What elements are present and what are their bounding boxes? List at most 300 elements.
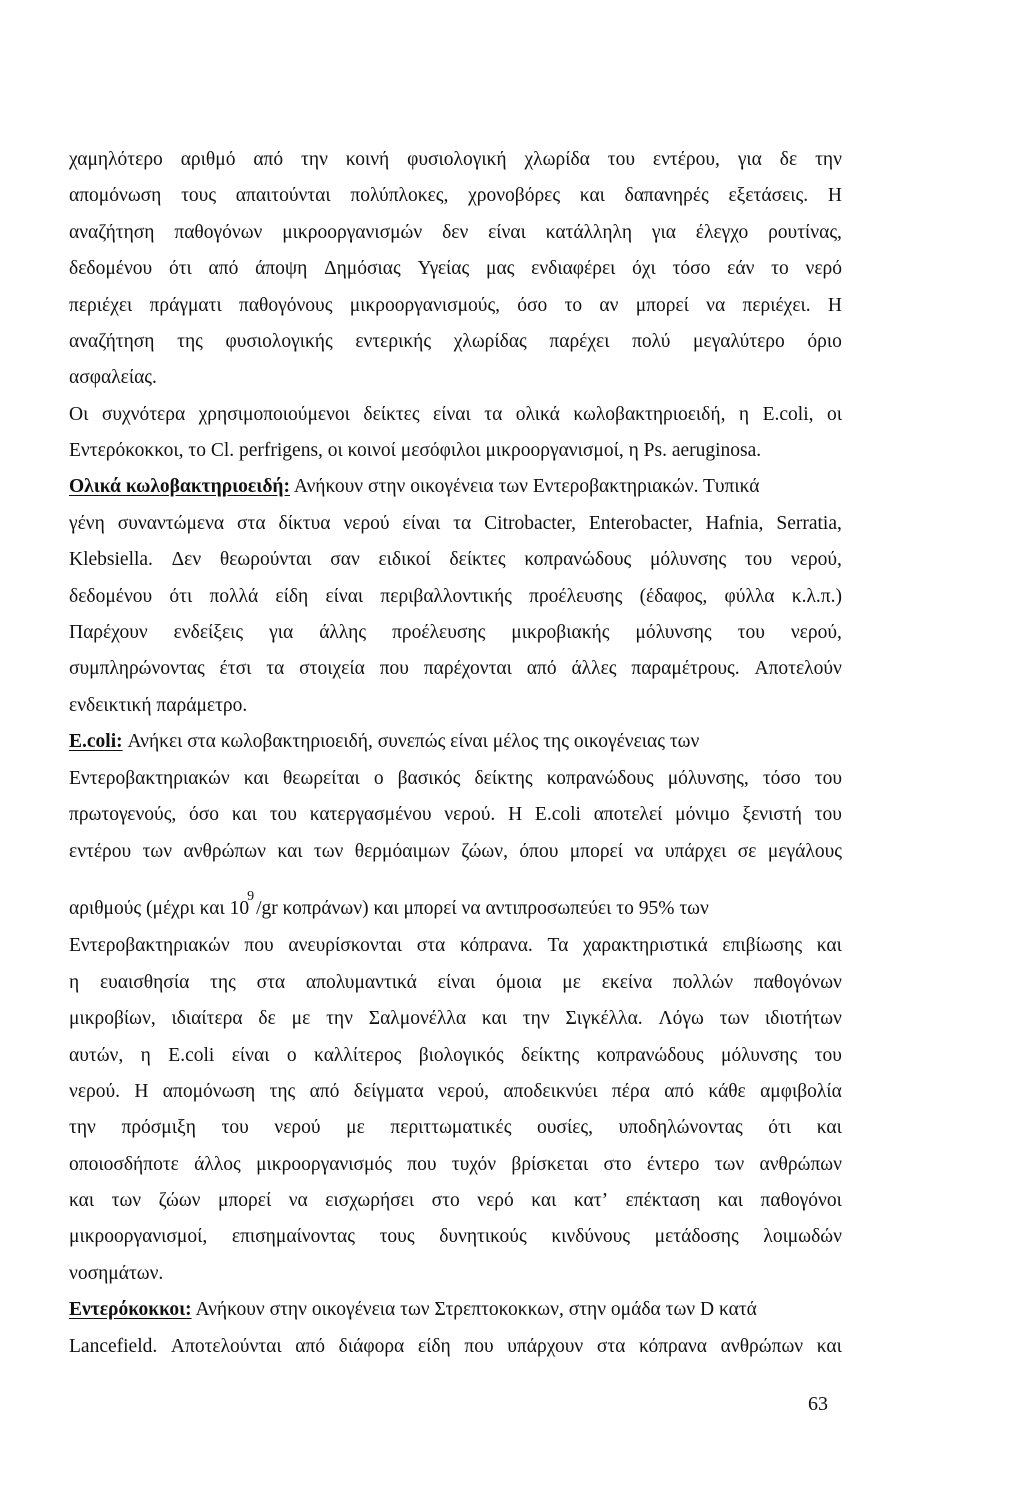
word: και bbox=[481, 1008, 507, 1029]
word: τόσο bbox=[672, 258, 711, 279]
word: στο bbox=[603, 1154, 632, 1175]
word: στα bbox=[596, 1336, 626, 1357]
word: το bbox=[564, 295, 583, 316]
word: ο bbox=[286, 1045, 297, 1066]
text-span: Ανήκουν στην οικογένεια των Στρεπτοκοκκων, στην ομάδα των D κατά bbox=[195, 1299, 757, 1320]
word: χρησιμοποιούμενοι bbox=[198, 404, 350, 425]
word: μόλυνσης bbox=[649, 549, 727, 570]
word: θεωρείται bbox=[282, 768, 360, 789]
word: πολύπλοκες, bbox=[350, 185, 449, 206]
word: και bbox=[816, 1117, 842, 1138]
word: εάν bbox=[727, 258, 755, 279]
word: από bbox=[253, 149, 284, 170]
word: Αποτελούνται bbox=[170, 1336, 282, 1357]
word: περιττωματικές bbox=[390, 1117, 512, 1138]
word: νερού bbox=[343, 513, 390, 534]
word: περιβαλλοντικής bbox=[380, 586, 512, 607]
word: ζώων, bbox=[461, 841, 508, 862]
word: δε bbox=[779, 149, 798, 170]
word: η bbox=[738, 404, 750, 425]
word: παθογόνους bbox=[238, 295, 333, 316]
word: ενδείξεις bbox=[173, 622, 244, 643]
word: είναι bbox=[488, 222, 526, 243]
word: σε bbox=[737, 841, 757, 862]
word: κατεργασμένου bbox=[309, 804, 432, 825]
word: και bbox=[243, 768, 269, 789]
text-line bbox=[69, 221, 842, 245]
word: κόπρανα. bbox=[459, 935, 533, 956]
word: Lancefield. bbox=[69, 1336, 158, 1357]
word: των bbox=[111, 1190, 142, 1211]
paragraph-heading-line bbox=[69, 475, 842, 499]
word: στο bbox=[431, 1190, 460, 1211]
word: όμοια bbox=[496, 972, 542, 993]
word: της bbox=[177, 331, 203, 352]
word: χαρακτηριστικά bbox=[582, 935, 708, 956]
word: χαμηλότερο bbox=[69, 149, 163, 170]
word: εκείνα bbox=[601, 972, 653, 993]
word: Δημόσιας bbox=[324, 258, 401, 279]
word: και bbox=[717, 1190, 744, 1211]
word: εντέρου bbox=[69, 841, 132, 862]
word: και bbox=[816, 1336, 842, 1357]
word: επισημαίνοντας bbox=[231, 1226, 355, 1247]
word: κωλοβακτηριοειδή, bbox=[573, 404, 726, 425]
word: νερού, bbox=[438, 1081, 490, 1102]
word: Hafnia, bbox=[705, 513, 764, 534]
word: οποιοσδήποτε bbox=[69, 1154, 179, 1175]
word: Υγείας bbox=[417, 258, 470, 279]
text-line bbox=[69, 1189, 842, 1213]
word: χρονοβόρες bbox=[468, 185, 561, 206]
paragraph-heading-line bbox=[69, 1298, 842, 1322]
word: μικροοργανισμών bbox=[282, 222, 423, 243]
text-line bbox=[69, 840, 842, 864]
word: του bbox=[269, 804, 297, 825]
word: τους bbox=[181, 185, 217, 206]
word: άλλος bbox=[194, 1154, 241, 1175]
word: είναι bbox=[231, 1045, 270, 1066]
word: όπου bbox=[519, 841, 559, 862]
word: επιβίωσης bbox=[722, 935, 803, 956]
word: για bbox=[269, 622, 294, 643]
word: σαν bbox=[330, 549, 360, 570]
word: πέρα bbox=[611, 1081, 650, 1102]
word: αριθμό bbox=[180, 149, 236, 170]
word: υποδηλώνοντας bbox=[618, 1117, 743, 1138]
word: την bbox=[301, 149, 328, 170]
word: για bbox=[651, 222, 676, 243]
text-line bbox=[69, 330, 842, 354]
word: αναζήτηση bbox=[69, 222, 155, 243]
word: δεν bbox=[442, 222, 469, 243]
text-span: Ανήκει στα κωλοβακτηριοειδή, συνεπώς είναι μέλος της οικογένειας των bbox=[127, 731, 700, 752]
section-heading-enterococci: Εντερόκοκκοι: bbox=[69, 1299, 192, 1320]
word: παραμέτρους. bbox=[631, 658, 740, 679]
text-line: ενδεικτική παράμετρο. bbox=[69, 695, 248, 716]
word: Σιγκέλλα. bbox=[565, 1008, 643, 1029]
word: θεωρούνται bbox=[219, 549, 312, 570]
word: Klebsiella. bbox=[69, 549, 153, 570]
word: ανθρώπων bbox=[720, 1336, 804, 1357]
word: χλωρίδας bbox=[453, 331, 527, 352]
word: από bbox=[295, 1336, 326, 1357]
text-line bbox=[69, 1044, 842, 1068]
word: και bbox=[69, 1190, 95, 1211]
text-line bbox=[69, 294, 842, 318]
text-line-with-exponent bbox=[69, 889, 842, 923]
word: η bbox=[140, 1045, 151, 1066]
word: Enterobacter, bbox=[588, 513, 693, 534]
word: του bbox=[814, 768, 842, 789]
text-line bbox=[69, 934, 842, 958]
word: μικροοργανισμοί, bbox=[69, 1226, 208, 1247]
word: Η bbox=[827, 185, 842, 206]
word: παρέχονται bbox=[423, 658, 512, 679]
word: πολλά bbox=[209, 586, 259, 607]
word: την bbox=[815, 149, 842, 170]
word: ειδικοί bbox=[378, 549, 431, 570]
word: στα bbox=[237, 513, 266, 534]
word: Αποτελούν bbox=[754, 658, 842, 679]
word: κατάλληλη bbox=[545, 222, 633, 243]
word: νερό bbox=[805, 258, 842, 279]
word: των bbox=[719, 1008, 750, 1029]
word: το bbox=[771, 258, 789, 279]
text-line bbox=[69, 585, 842, 609]
word: Εντεροβακτηριακών bbox=[69, 935, 230, 956]
word: ολικά bbox=[515, 404, 560, 425]
word: κατ’ bbox=[573, 1190, 609, 1211]
word: Δεν bbox=[171, 549, 202, 570]
word: που bbox=[379, 658, 409, 679]
word: συναντώμενα bbox=[117, 513, 225, 534]
word: είναι bbox=[402, 513, 441, 534]
word: ότι bbox=[169, 586, 193, 607]
word: Παρέχουν bbox=[69, 622, 148, 643]
word: κάθε bbox=[708, 1081, 746, 1102]
word: μικροβίων, bbox=[69, 1008, 156, 1029]
word: είδη bbox=[417, 1336, 451, 1357]
word: καλλίτερος bbox=[314, 1045, 402, 1066]
word: αυτών, bbox=[69, 1045, 124, 1066]
text-line bbox=[69, 971, 842, 995]
word: διάφορα bbox=[338, 1336, 405, 1357]
word: πρωτογενούς, bbox=[69, 804, 177, 825]
word: του bbox=[814, 1045, 842, 1066]
word: όσο bbox=[517, 295, 548, 316]
word: (έδαφος, bbox=[639, 586, 708, 607]
word: άποψη bbox=[255, 258, 308, 279]
word: δαπανηρές bbox=[624, 185, 709, 206]
word: Τα bbox=[547, 935, 569, 956]
word: Η bbox=[508, 804, 523, 825]
word: έντερο bbox=[646, 1154, 700, 1175]
word: τα bbox=[266, 658, 285, 679]
word: δεδομένου bbox=[69, 586, 153, 607]
word: παθογόνοι bbox=[760, 1190, 842, 1211]
text-span: /gr κοπράνων) και μπορεί να αντιπροσωπεύει το 95% των bbox=[256, 898, 709, 919]
word: και bbox=[231, 804, 257, 825]
word: είναι bbox=[437, 972, 476, 993]
text-line bbox=[69, 403, 842, 427]
word: αν bbox=[599, 295, 619, 316]
word: ρουτίνας, bbox=[768, 222, 842, 243]
word: νερού. bbox=[444, 804, 496, 825]
word: όριο bbox=[807, 331, 842, 352]
word: δυνητικούς bbox=[439, 1226, 527, 1247]
word: πολύ bbox=[632, 331, 671, 352]
word: μπορεί bbox=[217, 1190, 272, 1211]
word: του bbox=[607, 149, 635, 170]
word: βρίσκεται bbox=[511, 1154, 589, 1175]
word: να bbox=[706, 295, 726, 316]
word: από bbox=[664, 1081, 695, 1102]
text-line bbox=[69, 621, 842, 645]
text-line: ασφαλείας. bbox=[69, 367, 157, 388]
word: δείκτης bbox=[474, 768, 533, 789]
word: να bbox=[634, 841, 654, 862]
word: των bbox=[313, 841, 344, 862]
word: με bbox=[562, 972, 581, 993]
word: παθογόνων bbox=[753, 972, 842, 993]
text-span: αριθμούς (μέχρι και 10 bbox=[69, 898, 250, 919]
word: ουσίες, bbox=[537, 1117, 593, 1138]
word: παθογόνων bbox=[174, 222, 263, 243]
word: με bbox=[346, 1117, 365, 1138]
word: ιδιαίτερα bbox=[171, 1008, 243, 1029]
word: των bbox=[142, 841, 173, 862]
word: απομόνωση bbox=[162, 1081, 256, 1102]
word: η bbox=[69, 972, 80, 993]
word: των bbox=[714, 1154, 745, 1175]
word: νερού bbox=[274, 1117, 321, 1138]
word: μπορεί bbox=[569, 841, 623, 862]
text-line bbox=[69, 657, 842, 681]
word: προέλευσης bbox=[392, 622, 486, 643]
word: ανθρώπων bbox=[183, 841, 266, 862]
text-line bbox=[69, 1225, 842, 1249]
word: και bbox=[579, 185, 605, 206]
word: νερού, bbox=[790, 549, 842, 570]
section-heading-coliforms: Ολικά κωλοβακτηριοειδή: bbox=[69, 476, 291, 497]
word: Οι bbox=[69, 404, 89, 425]
word: είναι bbox=[325, 586, 364, 607]
word: με bbox=[291, 1008, 311, 1029]
word: επέκταση bbox=[625, 1190, 701, 1211]
word: όσο bbox=[189, 804, 220, 825]
word: μεγαλύτερο bbox=[693, 331, 785, 352]
word: θερμόαιμων bbox=[354, 841, 450, 862]
word: φυσιολογικής bbox=[225, 331, 333, 352]
word: κινδύνους bbox=[551, 1226, 630, 1247]
word: αμφιβολία bbox=[760, 1081, 842, 1102]
word: ότι bbox=[768, 1117, 792, 1138]
word: μόλυνσης bbox=[635, 622, 712, 643]
word: εντερικής bbox=[355, 331, 432, 352]
word: δείκτης bbox=[521, 1045, 580, 1066]
word: από bbox=[208, 258, 239, 279]
word: Η bbox=[134, 1081, 149, 1102]
word: ότι bbox=[168, 258, 192, 279]
word: E.coli bbox=[534, 804, 581, 825]
word: της bbox=[210, 972, 236, 993]
text-line bbox=[69, 1116, 842, 1140]
word: που bbox=[244, 935, 274, 956]
word: τους bbox=[379, 1226, 415, 1247]
word: από bbox=[526, 658, 557, 679]
text-line bbox=[69, 257, 842, 281]
word: στα bbox=[416, 935, 446, 956]
text-line: Εντερόκοκκοι, το Cl. perfrigens, οι κοινοί μεσόφιλοι μικροοργανισμοί, η Ps. aeruginosa. bbox=[69, 440, 762, 461]
word: απολυμαντικά bbox=[305, 972, 417, 993]
word: υπάρχει bbox=[664, 841, 727, 862]
text-span: Ανήκουν στην οικογένεια των Εντεροβακτηριακών. Τυπικά bbox=[293, 476, 760, 497]
word: Serratia, bbox=[776, 513, 842, 534]
word: εισχωρήσει bbox=[325, 1190, 415, 1211]
word: ζώων bbox=[158, 1190, 201, 1211]
word: συμπληρώνοντας bbox=[69, 658, 205, 679]
exponent: 9 bbox=[247, 889, 255, 904]
word: και bbox=[277, 841, 303, 862]
word: την bbox=[326, 1008, 353, 1029]
word: από bbox=[309, 1081, 340, 1102]
word: της bbox=[269, 1081, 296, 1102]
text-line bbox=[69, 1153, 842, 1177]
word: στα bbox=[256, 972, 286, 993]
word: αποτελεί bbox=[593, 804, 663, 825]
paragraph-heading-line bbox=[69, 730, 842, 754]
text-line bbox=[69, 148, 842, 172]
word: δείκτες bbox=[449, 549, 506, 570]
word: απαιτούνται bbox=[235, 185, 331, 206]
word: απομόνωση bbox=[69, 185, 162, 206]
word: να bbox=[288, 1190, 308, 1211]
word: βιολογικός bbox=[418, 1045, 504, 1066]
word: πολλών bbox=[672, 972, 734, 993]
word: εντέρου, bbox=[652, 149, 720, 170]
word: έτσι bbox=[219, 658, 252, 679]
word: αναζήτηση bbox=[69, 331, 155, 352]
word: του bbox=[737, 622, 765, 643]
word: για bbox=[737, 149, 762, 170]
word: κοινή bbox=[345, 149, 390, 170]
word: παρέχει bbox=[549, 331, 610, 352]
word: φύλλα bbox=[724, 586, 775, 607]
text-line bbox=[69, 548, 842, 572]
word: ιδιοτήτων bbox=[764, 1008, 842, 1029]
word: περιέχει bbox=[69, 295, 133, 316]
word: του bbox=[814, 804, 842, 825]
section-heading-ecoli: E.coli: bbox=[69, 731, 123, 752]
text-line bbox=[69, 1080, 842, 1104]
word: έλεγχο bbox=[695, 222, 749, 243]
word: χλωρίδα bbox=[524, 149, 590, 170]
word: εξετάσεις. bbox=[728, 185, 809, 206]
word: κοπρανώδους bbox=[546, 768, 654, 789]
word: είναι bbox=[433, 404, 471, 425]
word: τα bbox=[484, 404, 503, 425]
word: νερό bbox=[477, 1190, 514, 1211]
word: τυχόν bbox=[451, 1154, 497, 1175]
word: του bbox=[221, 1117, 249, 1138]
word: υπάρχουν bbox=[507, 1336, 584, 1357]
word: κοπρανώδους bbox=[524, 549, 632, 570]
word: δεδομένου bbox=[69, 258, 153, 279]
word: είδη bbox=[275, 586, 309, 607]
word: μας bbox=[485, 258, 515, 279]
word: τόσο bbox=[762, 768, 801, 789]
word: Σαλμονέλλα bbox=[368, 1008, 467, 1029]
word: δείγματα bbox=[353, 1081, 424, 1102]
text-line bbox=[69, 1335, 842, 1359]
word: άλλες bbox=[571, 658, 617, 679]
text-line bbox=[69, 184, 842, 208]
word: ενδιαφέρει bbox=[531, 258, 616, 279]
word: προέλευσης bbox=[529, 586, 623, 607]
word: όχι bbox=[632, 258, 656, 279]
text-line bbox=[69, 512, 842, 536]
word: την bbox=[69, 1117, 96, 1138]
word: του bbox=[744, 549, 773, 570]
word: την bbox=[522, 1008, 550, 1029]
word: μόνιμο bbox=[675, 804, 730, 825]
word: περιέχει. bbox=[742, 295, 811, 316]
text-line bbox=[69, 803, 842, 827]
word: ο bbox=[373, 768, 384, 789]
word: στοιχεία bbox=[299, 658, 365, 679]
word: Η bbox=[827, 295, 842, 316]
text-line bbox=[69, 1007, 842, 1031]
word: άλλης bbox=[319, 622, 367, 643]
word: μικροοργανισμούς, bbox=[349, 295, 501, 316]
text-line bbox=[69, 767, 842, 791]
word: λοιμωδών bbox=[763, 1226, 842, 1247]
word: και bbox=[531, 1190, 557, 1211]
word: ξενιστή bbox=[742, 804, 802, 825]
word: κόπρανα bbox=[639, 1336, 708, 1357]
word: συχνότερα bbox=[101, 404, 186, 425]
word: μεγάλους bbox=[767, 841, 842, 862]
word: ανευρίσκονται bbox=[288, 935, 402, 956]
word: δίκτυα bbox=[278, 513, 331, 534]
word: κοπρανώδους bbox=[596, 1045, 704, 1066]
word: νερού. bbox=[69, 1081, 121, 1102]
word: Εντεροβακτηριακών bbox=[69, 768, 230, 789]
word: τα bbox=[453, 513, 472, 534]
word: μόλυνσης, bbox=[667, 768, 749, 789]
word: Citrobacter, bbox=[484, 513, 576, 534]
word: μικροοργανισμός bbox=[256, 1154, 392, 1175]
text-line: νοσημάτων. bbox=[69, 1263, 164, 1284]
word: E.coli, bbox=[762, 404, 814, 425]
word: φυσιολογική bbox=[407, 149, 507, 170]
word: που bbox=[464, 1336, 494, 1357]
word: μετάδοσης bbox=[654, 1226, 739, 1247]
word: δε bbox=[258, 1008, 276, 1029]
word: πρόσμιξη bbox=[121, 1117, 196, 1138]
word: βασικός bbox=[397, 768, 461, 789]
word: μικροβιακής bbox=[511, 622, 610, 643]
word: κ.λ.π.) bbox=[791, 586, 842, 607]
word: νερού, bbox=[790, 622, 842, 643]
word: αποδεικνύει bbox=[503, 1081, 598, 1102]
word: μόλυνσης bbox=[721, 1045, 798, 1066]
word: πράγματι bbox=[149, 295, 222, 316]
word: και bbox=[816, 935, 842, 956]
word: ευαισθησία bbox=[99, 972, 190, 993]
page-number: 63 bbox=[808, 1393, 828, 1415]
